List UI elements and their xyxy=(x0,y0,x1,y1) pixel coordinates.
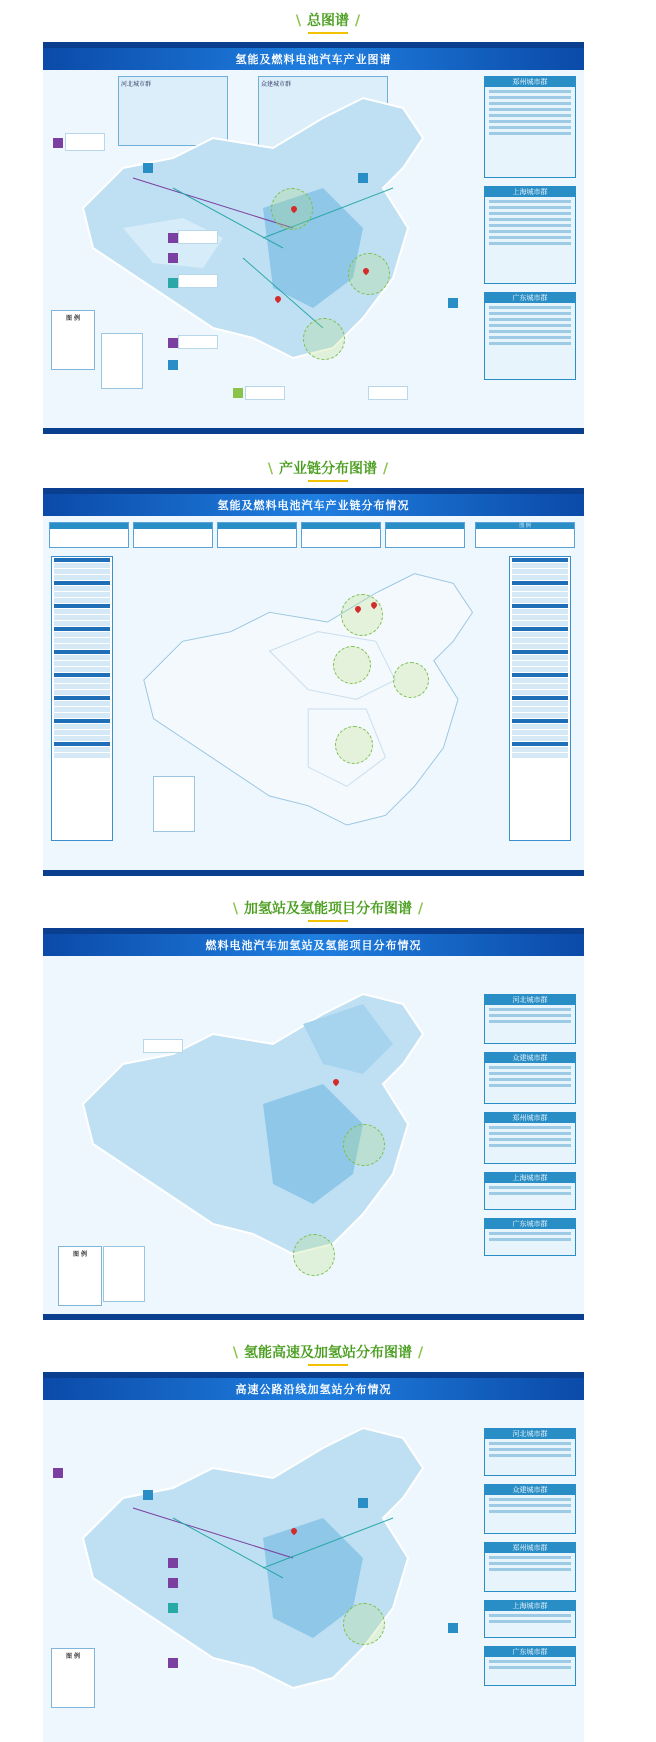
cluster-circle xyxy=(348,253,390,295)
cluster-box-zhengzhou[interactable]: 郑州城市群 xyxy=(484,1112,576,1164)
info-strip-box xyxy=(301,522,381,548)
route-tag xyxy=(53,138,63,148)
legend-box: 图 例 xyxy=(51,310,95,370)
legend-box: 图 例 xyxy=(58,1246,102,1306)
panel-highway-station-map xyxy=(43,1372,584,1742)
section-title-2: \ 产业链分布图谱 / xyxy=(0,458,656,478)
route-tag xyxy=(143,163,153,173)
info-strip-box xyxy=(385,522,465,548)
china-map-svg xyxy=(63,984,453,1284)
info-strip-box xyxy=(133,522,213,548)
cluster-circle xyxy=(335,726,373,764)
cluster-note-jingjinji: 河北城市群 xyxy=(118,76,228,146)
cluster-circle xyxy=(341,594,383,636)
route-tag xyxy=(168,253,178,263)
cluster-circle xyxy=(343,1603,385,1645)
legend-box: 图 例 xyxy=(51,1648,95,1708)
section-title-4: \ 氢能高速及加氢站分布图谱 / xyxy=(0,1342,656,1362)
title-underline xyxy=(308,480,348,482)
company-list-right[interactable] xyxy=(509,556,571,841)
china-map[interactable] xyxy=(63,984,453,1284)
section-title-1: \ 总图谱 / xyxy=(0,10,656,30)
cluster-box-guangdong[interactable]: 广东城市群 xyxy=(484,292,576,380)
route-tag xyxy=(168,338,178,348)
title-underline xyxy=(308,920,348,922)
cluster-box-jingjinji[interactable]: 河北城市群 xyxy=(484,994,576,1044)
cluster-box-zhengzhou[interactable]: 郑州城市群 xyxy=(484,1542,576,1592)
section-title-3: \ 加氢站及氢能项目分布图谱 / xyxy=(0,898,656,918)
route-tag xyxy=(168,1578,178,1588)
info-strip-box xyxy=(217,522,297,548)
panel-header: 高速公路沿线加氢站分布情况 xyxy=(43,1378,584,1400)
cluster-circle xyxy=(343,1124,385,1166)
route-card xyxy=(65,133,105,151)
route-card xyxy=(178,230,218,244)
cluster-circle xyxy=(293,1234,335,1276)
panel-header: 燃料电池汽车加氢站及氢能项目分布情况 xyxy=(43,934,584,956)
route-tag xyxy=(143,1490,153,1500)
title-underline xyxy=(308,1364,348,1366)
cluster-circle xyxy=(393,662,429,698)
route-card xyxy=(368,386,408,400)
route-card xyxy=(178,274,218,288)
panel-header: 氢能及燃料电池汽车产业图谱 xyxy=(43,48,584,70)
south-sea-inset xyxy=(101,333,143,389)
cluster-note-chengyu: 众建城市群 xyxy=(258,76,388,164)
cluster-box-guangdong[interactable]: 广东城市群 xyxy=(484,1218,576,1256)
route-tag xyxy=(448,298,458,308)
route-tag xyxy=(233,388,243,398)
route-tag xyxy=(168,233,178,243)
south-sea-inset xyxy=(103,1246,145,1302)
route-tag xyxy=(168,360,178,370)
cluster-box-shanghai[interactable]: 上海城市群 xyxy=(484,186,576,284)
route-tag xyxy=(358,1498,368,1508)
route-tag xyxy=(168,1558,178,1568)
info-strip-box xyxy=(49,522,129,548)
cluster-box-guangdong[interactable]: 广东城市群 xyxy=(484,1646,576,1686)
panel-hydrogen-station-map xyxy=(43,928,584,1320)
cluster-box-chengyu[interactable]: 众建城市群 xyxy=(484,1484,576,1534)
route-tag xyxy=(168,278,178,288)
panel-overview-map xyxy=(43,42,584,434)
cluster-circle xyxy=(333,646,371,684)
panel-industry-chain-map xyxy=(43,488,584,876)
route-tag xyxy=(358,173,368,183)
south-sea-inset xyxy=(153,776,195,832)
cluster-box-jingjinji[interactable]: 河北城市群 xyxy=(484,1428,576,1476)
route-tag xyxy=(53,1468,63,1478)
cluster-circle xyxy=(303,318,345,360)
cluster-box-chengyu[interactable]: 众建城市群 xyxy=(484,1052,576,1104)
cluster-box-shanghai[interactable]: 上海城市群 xyxy=(484,1172,576,1210)
route-tag xyxy=(448,1623,458,1633)
route-card xyxy=(178,335,218,349)
cluster-box-zhengzhou[interactable]: 郑州城市群 xyxy=(484,76,576,178)
panel-header: 氢能及燃料电池汽车产业链分布情况 xyxy=(43,494,584,516)
route-card xyxy=(245,386,285,400)
project-card xyxy=(143,1039,183,1053)
company-list-left[interactable] xyxy=(51,556,113,841)
cluster-box-shanghai[interactable]: 上海城市群 xyxy=(484,1600,576,1638)
china-map-svg xyxy=(63,1418,453,1718)
route-tag xyxy=(168,1658,178,1668)
route-tag xyxy=(168,1603,178,1613)
title-underline xyxy=(308,32,348,34)
legend-strip: 图 例 xyxy=(475,522,575,548)
china-map[interactable] xyxy=(63,1418,453,1718)
